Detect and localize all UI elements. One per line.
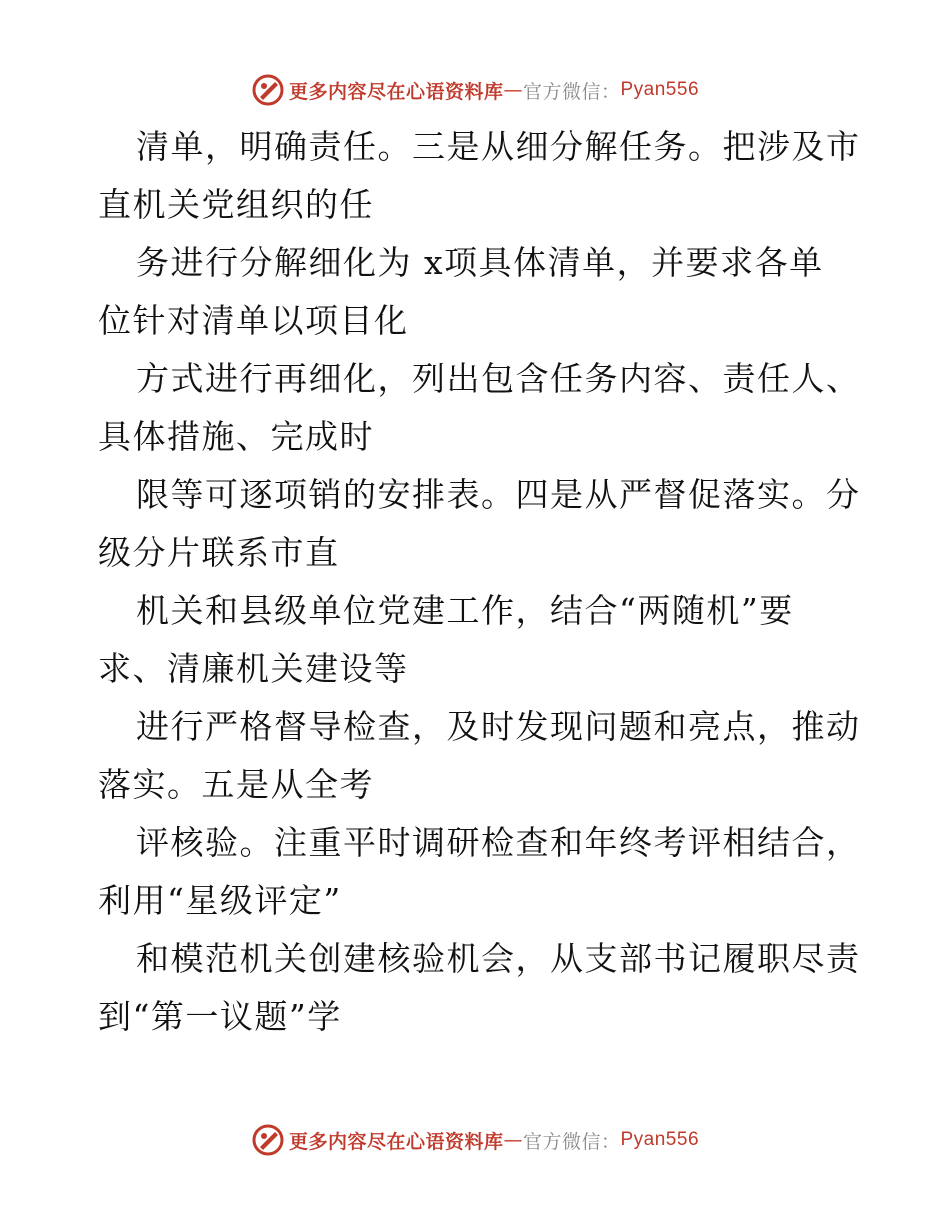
body-line: 落实。五是从全考 [98, 765, 374, 804]
body-line: 级分片联系市直 [98, 533, 340, 572]
body-line: 直机关党组织的任 [98, 185, 374, 224]
body-line: 位针对清单以项目化 [98, 301, 409, 340]
body-line: 进行严格督导检查，及时发现问题和亮点，推动 [136, 707, 861, 746]
body-line: 利用“星级评定” [98, 881, 342, 920]
brand-logo-icon [251, 73, 285, 107]
document-body [98, 118, 878, 1046]
watermark-official: 官方微信： [522, 80, 621, 103]
body-line: 务进行分解细化为 x项具体清单，并要求各单 [136, 243, 824, 282]
body-line: 评核验。注重平时调研检查和年终考评相结合， [136, 823, 861, 862]
watermark-dash: — [503, 1129, 523, 1151]
footer-watermark [0, 1120, 950, 1160]
header-watermark [0, 70, 950, 110]
body-line: 具体措施、完成时 [98, 417, 374, 456]
body-line: 到“第一议题”学 [98, 997, 342, 1036]
body-line: 限等可逐项销的安排表。四是从严督促落实。分 [136, 475, 861, 514]
body-line: 机关和县级单位党建工作，结合“两随机”要 [136, 591, 794, 630]
watermark-brand: 更多内容尽在心语资料库 [288, 80, 504, 103]
watermark-official: 官方微信： [522, 1130, 621, 1153]
watermark-brand: 更多内容尽在心语资料库 [288, 1130, 504, 1153]
brand-logo-icon [251, 1123, 285, 1157]
watermark-wechat-id: Pyan556 [620, 1129, 700, 1150]
body-line: 方式进行再细化，列出包含任务内容、责任人、 [136, 359, 861, 398]
body-line: 求、清廉机关建设等 [98, 649, 409, 688]
body-line: 和模范机关创建核验机会，从支部书记履职尽责 [136, 939, 861, 978]
body-line: 清单，明确责任。三是从细分解任务。把涉及市 [136, 127, 861, 166]
watermark-dash: — [503, 79, 523, 101]
watermark-wechat-id: Pyan556 [620, 79, 700, 100]
